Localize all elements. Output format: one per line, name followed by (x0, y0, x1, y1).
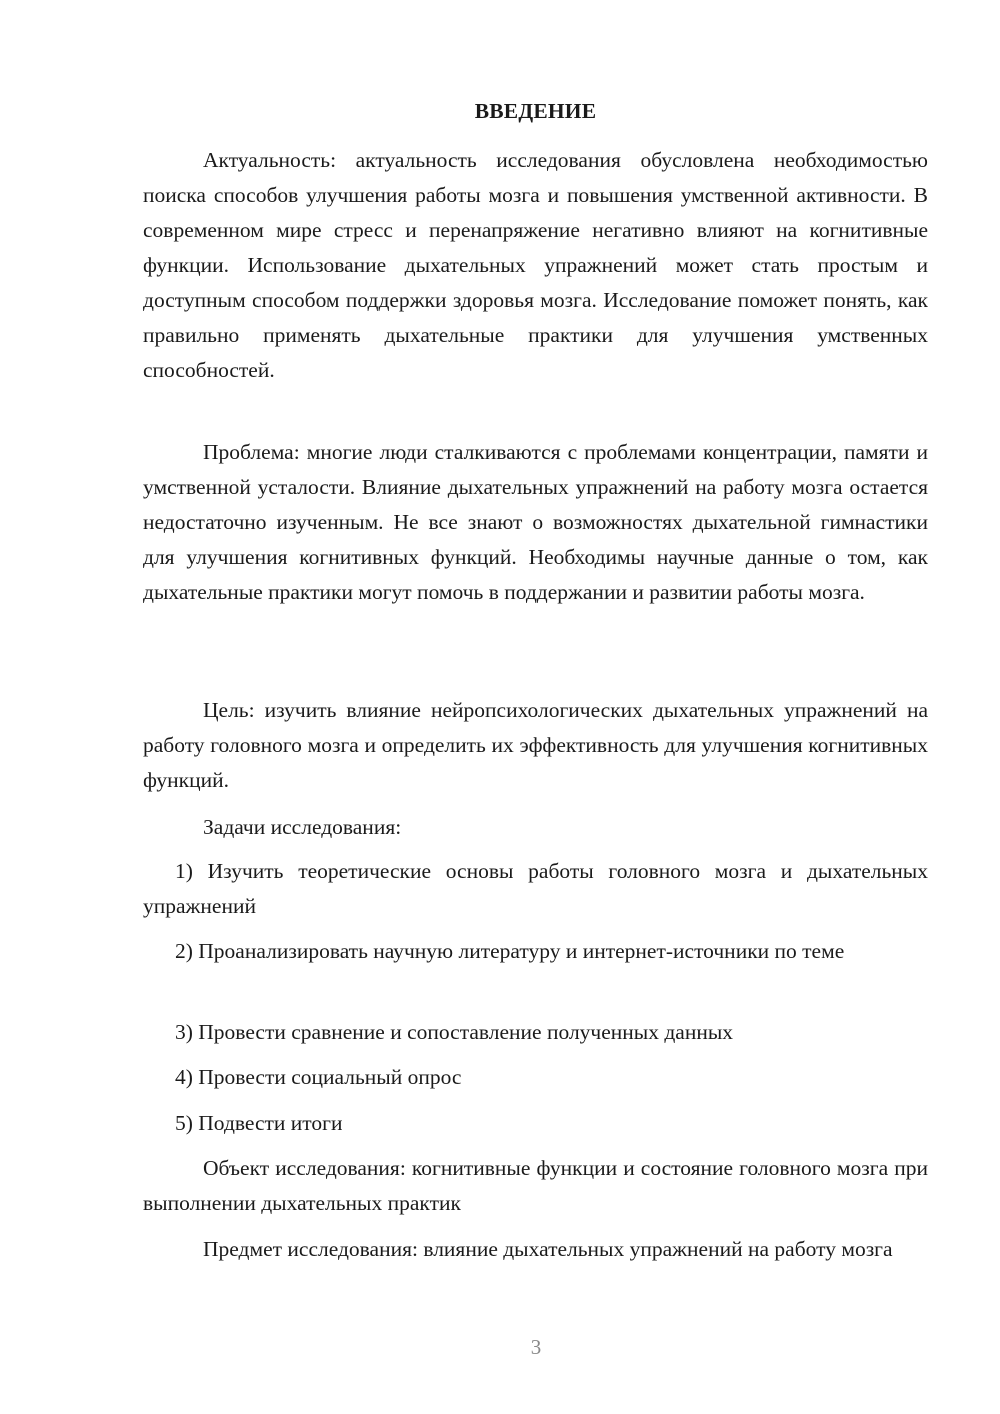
problem-paragraph: Проблема: многие люди сталкиваются с проблемами концентрации, памяти и умственной усталости. Влияние дыхательных упражнений на работу мозга остается недостаточно изученным. Не все знают о возможностях дыхательной гимнастики для улучшения когнитивных функций. Необходимы научные данные о том, как дыхательные практики могут помочь в поддержании и развитии работы мозга. (143, 440, 928, 604)
section-heading: ВВЕДЕНИЕ (474, 99, 597, 123)
relevance-paragraph: Актуальность: актуальность исследования обусловлена необходимостью поиска способов улучшения работы мозга и повышения умственной активности. В современном мире стресс и перенапряжение негативно влияют на когнитивные функции. Использование дыхательных упражнений может стать простым и доступным способом поддержки здоровья мозга. Исследование поможет понять, как правильно применять дыхательные практики для улучшения умственных способностей. (143, 148, 928, 382)
subject-paragraph: Предмет исследования: влияние дыхательных упражнений на работу мозга (203, 1237, 893, 1261)
task-item-1: 1) Изучить теоретические основы работы головного мозга и дыхательных упражнений (143, 859, 928, 918)
task-item-4: 4) Провести социальный опрос (175, 1065, 462, 1089)
page-number: 3 (530, 1335, 542, 1359)
object-paragraph: Объект исследования: когнитивные функции и состояние головного мозга при выполнении дыхательных практик (143, 1156, 928, 1215)
task-item-2: 2) Проанализировать научную литературу и интернет-источники по теме (175, 939, 845, 963)
goal-paragraph: Цель: изучить влияние нейропсихологических дыхательных упражнений на работу головного мозга и определить их эффективность для улучшения когнитивных функций. (143, 698, 928, 792)
task-item-5: 5) Подвести итоги (175, 1111, 343, 1135)
task-item-3: 3) Провести сравнение и сопоставление полученных данных (175, 1020, 734, 1044)
tasks-heading: Задачи исследования: (203, 815, 402, 839)
